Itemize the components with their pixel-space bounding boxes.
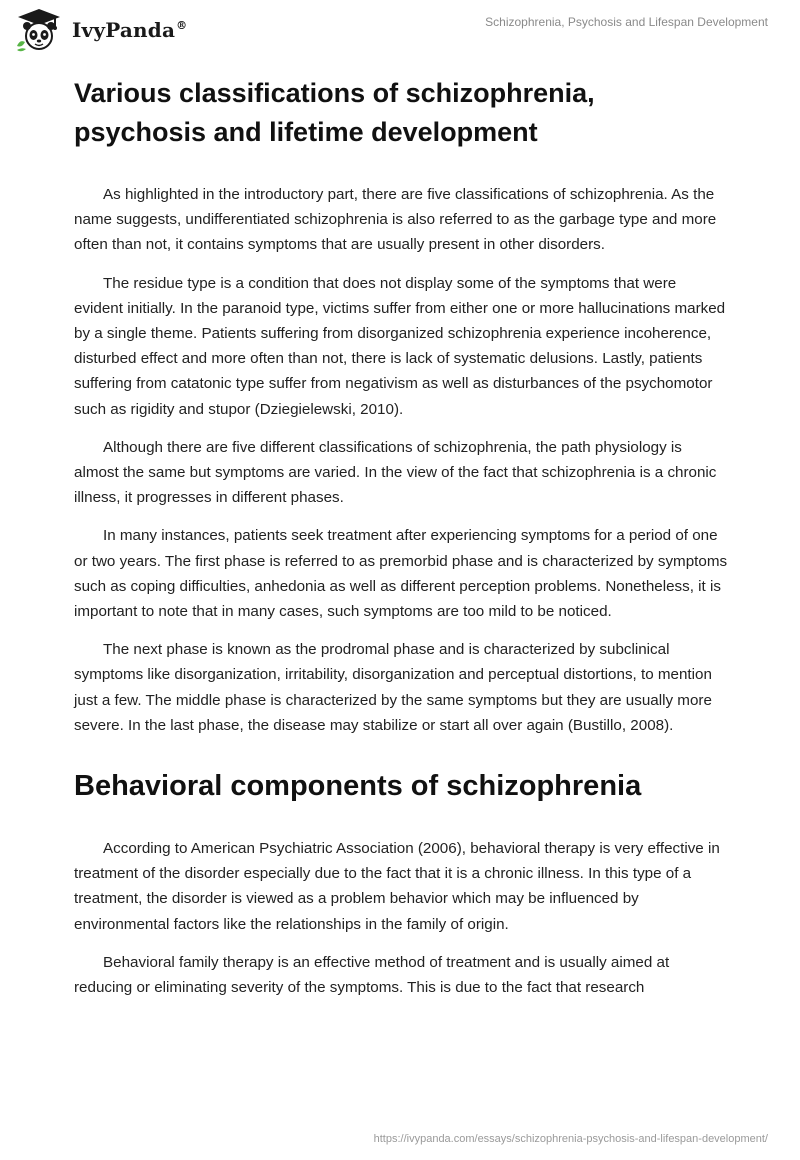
panda-graduation-cap-icon [14,8,64,52]
paragraph: The next phase is known as the prodromal phase and is characterized by subclinical symptoms like disorganization, irritability, disorganization and perceptual distortions, to mention just a few. The middle phase is characterized by the same symptoms but they are usually more severe. In the last phase, the disease may stabilize or start all over again (Bustillo, 2008). [74,641,712,734]
section-heading: Various classifications of schizophrenia, psychosis and lifetime development [74,78,595,147]
paragraph: Behavioral family therapy is an effective method of treatment and is usually aimed at reducing or eliminating severity of the symptoms. This is due to the fact that research [74,953,670,997]
paragraph: As highlighted in the introductory part, there are five classifications of schizophrenia. As the name suggests, undifferentiated schizophrenia is also referred to as the garbage type and more often than not, it contains symptoms that are usually present in other disorders. [74,186,717,254]
page-header [0,0,800,60]
brand-name: IvyPanda® [72,18,188,42]
brand-logo[interactable] [14,8,187,52]
paragraph: According to American Psychiatric Association (2006), behavioral therapy is very effective in treatment of the disorder especially due to the fact that it is a chronic illness. In this type of a treatment, the disorder is viewed as a problem behavior which may be influenced by environmental factors like the relationships in the family of origin. [74,840,720,933]
section-paragraphs [74,836,728,1000]
section-heading: Behavioral components of schizophrenia [74,770,642,803]
registered-mark: ® [176,19,188,33]
section-paragraphs [74,182,728,738]
paragraph: Although there are five different classifications of schizophrenia, the path physiology is almost the same but symptoms are varied. In the view of the fact that schizophrenia is a chronic illness, it progresses in different phases. [74,438,717,507]
running-title: Schizophrenia, Psychosis and Lifespan Development [485,15,768,29]
paragraph: The residue type is a condition that does not display some of the symptoms that were evident initially. In the paranoid type, victims suffer from either one or more hallucinations marked by a single theme. Patients suffering from disorganized schizophrenia experience incoherence, disturbed effect and more often than not, there is lack of systematic delusions. Lastly, patients suffering from catatonic type suffer from negativism as well as disturbances of the psychomotor such as rigidity and stupor (Dziegielewski, 2010). [74,274,726,418]
paragraph: In many instances, patients seek treatment after experiencing symptoms for a period of one or two years. The first phase is referred to as premorbid phase and is characterized by symptoms such as coping difficulties, anhedonia as well as different perception problems. Nonetheless, it is important to note that in many cases, such symptoms are too mild to be noticed. [74,527,728,621]
article-body [74,74,728,1013]
source-url[interactable]: https://ivypanda.com/essays/schizophrenia-psychosis-and-lifespan-development/ [373,1133,768,1145]
